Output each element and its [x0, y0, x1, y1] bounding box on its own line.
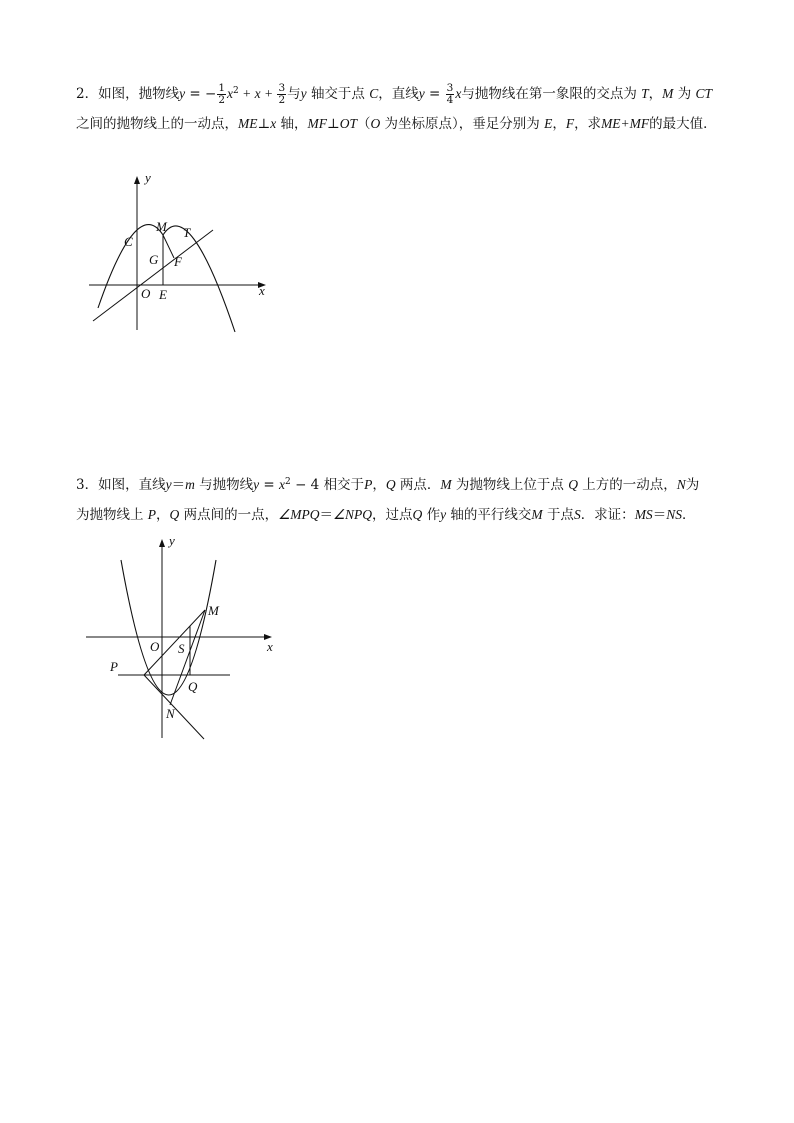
label-x: x — [267, 639, 273, 654]
fraction-three-quarters: $\frac{3}{4}$ — [446, 82, 454, 106]
fraction-three-halves: $\frac{3}{2}$ — [278, 82, 286, 106]
label-x: x — [259, 283, 265, 298]
label-o: O — [141, 286, 151, 301]
parabola-figure-3 — [82, 533, 282, 743]
label-e: E — [159, 287, 167, 302]
label-o: O — [150, 639, 160, 654]
label-c: C — [124, 234, 133, 249]
label-y: y — [169, 533, 175, 548]
parabola-curve — [98, 225, 235, 332]
fraction-half: $\frac{1}{2}$ — [218, 82, 225, 106]
label-n: N — [166, 706, 175, 721]
problem-number: 3． — [76, 477, 99, 493]
label-y: y — [145, 170, 151, 185]
y-axis-arrow — [134, 176, 140, 184]
label-m: M — [156, 219, 167, 234]
label-m: M — [208, 603, 219, 618]
problem-number: 2． — [76, 86, 99, 102]
label-g: G — [149, 252, 159, 267]
label-f: F — [174, 254, 182, 269]
problem-3-text: 3．如图，直线y＝m 与抛物线$y = x^2 - 4$ 相交于P，Q 两点．M 为抛物线上位于点 Q 上方的一动点，N为 为抛物线上 P，Q 两点间的一点，∠MPQ＝∠NPQ，过点Q 作y 轴的平行线交M 于点S．求证：MS＝NS． — [76, 477, 700, 523]
label-p: P — [110, 659, 118, 674]
label-q: Q — [188, 679, 198, 694]
label-t: T — [183, 225, 191, 240]
y-axis-arrow — [159, 539, 165, 547]
problem-2-text: 2．如图，抛物线y = − $\frac{1}{2}$ $x^2 + x$ + $\frac{3}{2}$ 与y 轴交于点 C，直线y = $\frac{3}{4}$ x与抛物线在第一象限的交点为 T，M 为 CT 之间的抛物线上的一动点，ME⊥x 轴，MF⊥OT（O 为坐标原点），垂足分别为 E，F，求ME+MF的最大值． — [76, 82, 717, 132]
segment-mf — [163, 235, 174, 258]
label-s: S — [178, 641, 185, 656]
line-ot — [93, 230, 213, 321]
parabola-figure-2 — [85, 168, 275, 338]
